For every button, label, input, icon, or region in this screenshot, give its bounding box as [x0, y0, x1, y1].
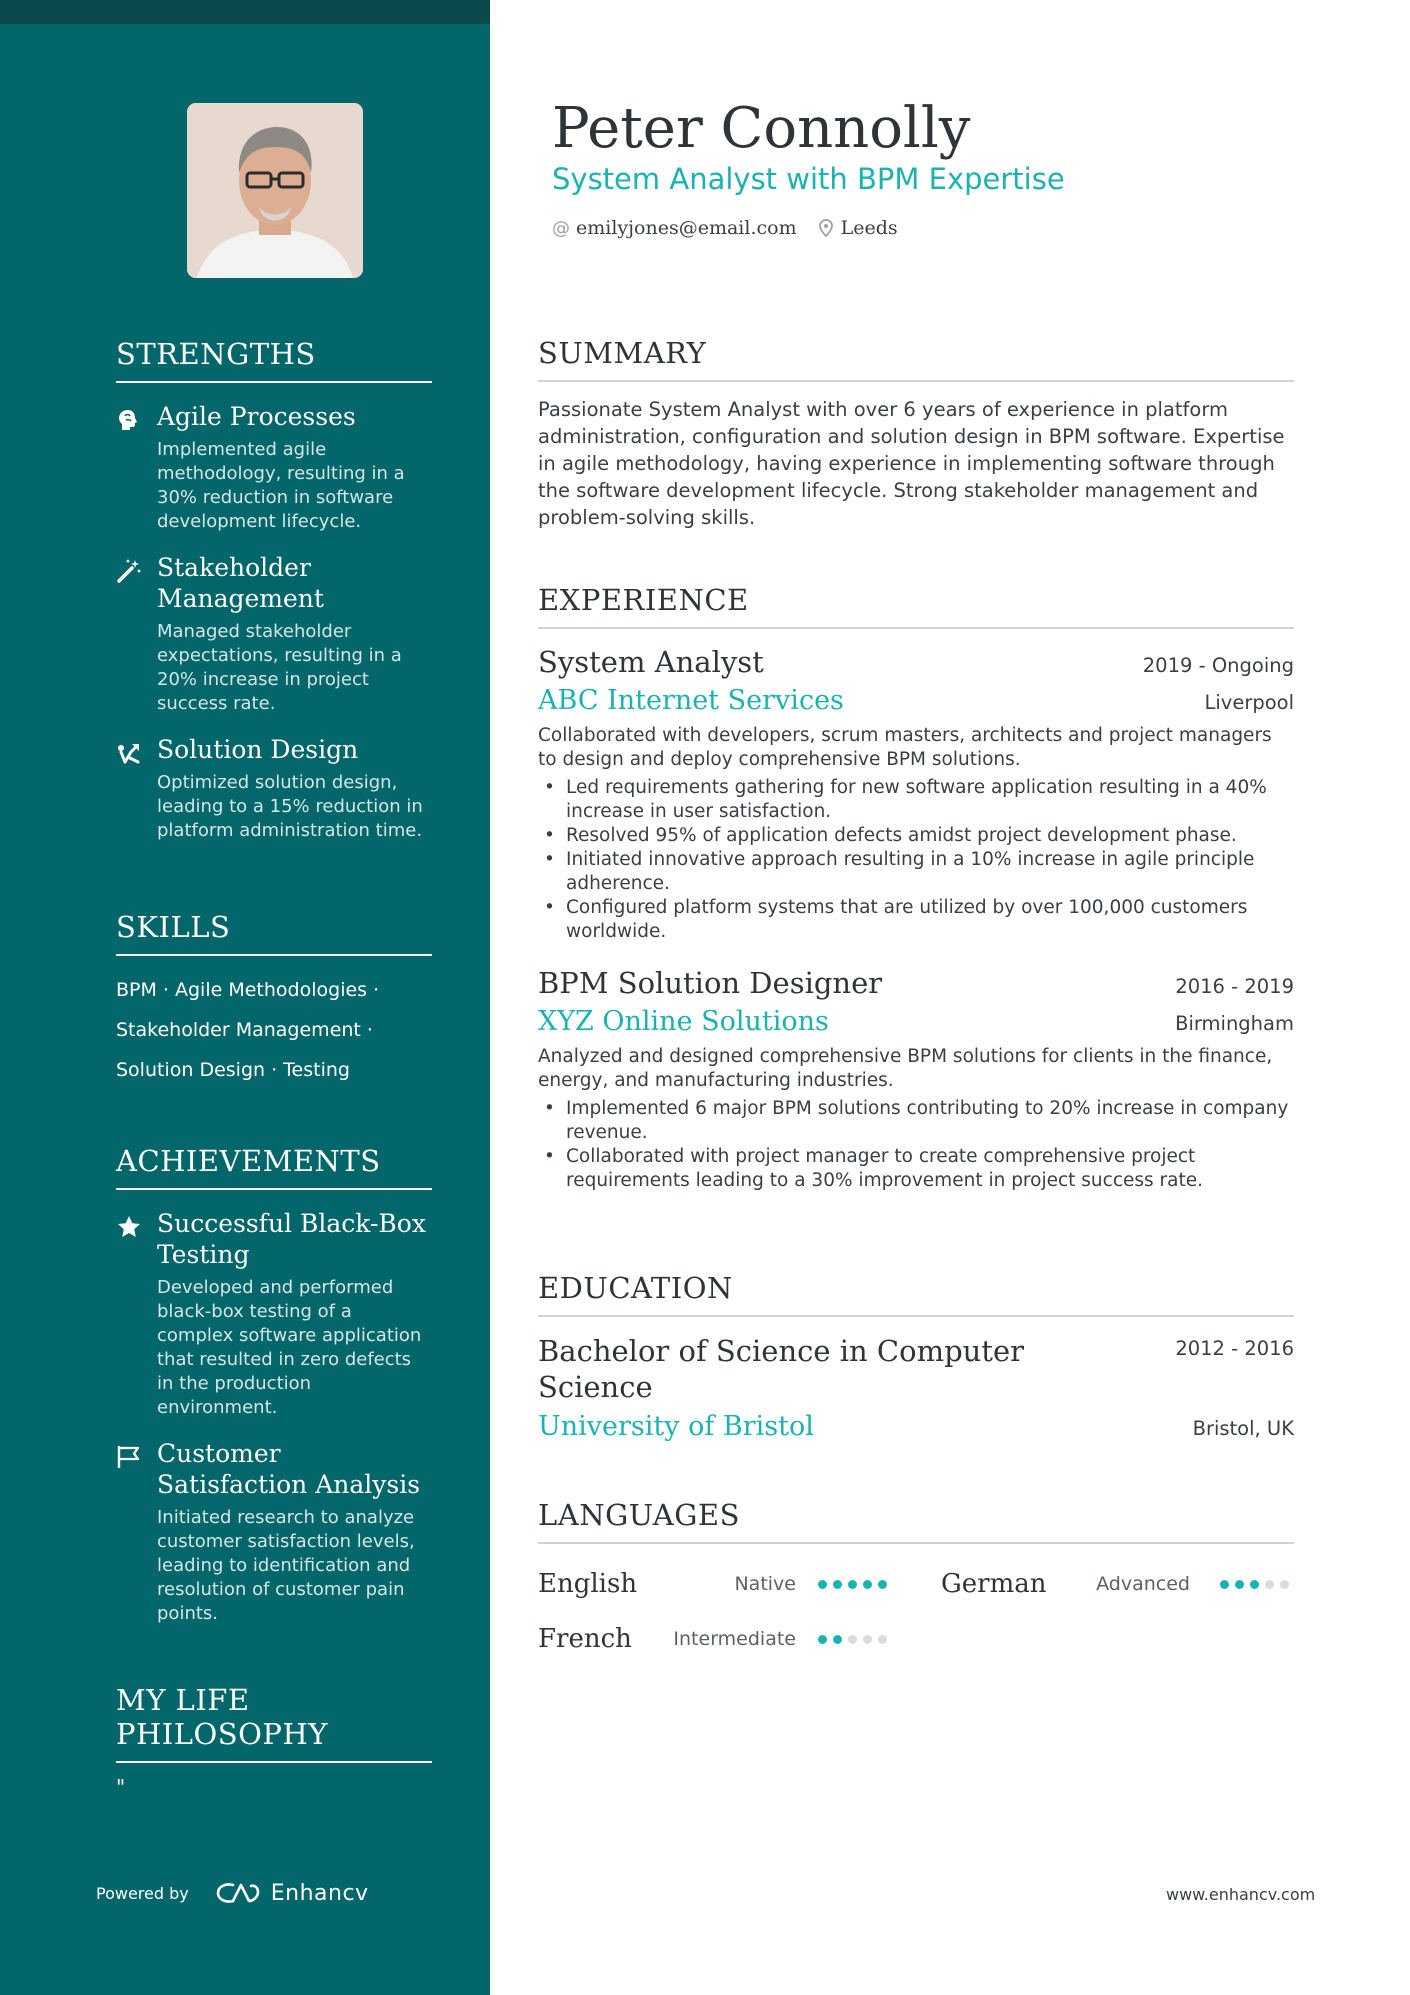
brain-icon — [116, 407, 142, 433]
strength-title: Solution Design — [157, 735, 359, 764]
language-rating — [818, 1635, 893, 1644]
experience-section — [538, 583, 1294, 1193]
rating-dot-empty — [1265, 1580, 1274, 1589]
rating-dot-filled — [863, 1580, 872, 1589]
skills-line: BPM · Agile Methodologies · — [116, 979, 380, 1001]
rating-dot-empty — [863, 1635, 872, 1644]
location-pin-icon — [819, 219, 833, 237]
job-description: Collaborated with developers, scrum masters, architects and project managers to design and deploy comprehensive BPM solutions. — [538, 725, 1272, 770]
contact-row — [552, 217, 920, 239]
rating-dot-filled — [1235, 1580, 1244, 1589]
rating-dot-filled — [833, 1635, 842, 1644]
language-name: German — [941, 1569, 1047, 1599]
philosophy-quote: " — [116, 1775, 126, 1799]
job-bullet: • Configured platform systems that are utilized by over 100,000 customers worldwide. — [538, 896, 1294, 944]
languages-grid — [538, 1554, 1294, 1674]
education-heading: EDUCATION — [538, 1271, 1294, 1317]
achievements-section — [116, 1144, 432, 1626]
rating-dot-filled — [833, 1580, 842, 1589]
rating-dot-filled — [1250, 1580, 1259, 1589]
rating-dot-filled — [878, 1580, 887, 1589]
strength-title: Stakeholder Management — [157, 553, 324, 613]
achievement-description: Initiated research to analyze customer satisfaction levels, leading to identification and resolution of customer pain points. — [157, 1507, 415, 1624]
language-rating — [1220, 1580, 1295, 1589]
rating-dot-empty — [848, 1635, 857, 1644]
philosophy-heading: MY LIFE PHILOSOPHY — [116, 1683, 432, 1763]
strength-description: Optimized solution design, leading to a 15% reduction in platform administration time. — [157, 772, 423, 841]
email-text: emilyjones@email.com — [576, 217, 797, 239]
portrait-illustration — [187, 103, 363, 278]
job-location: Liverpool — [1204, 691, 1294, 714]
job-description: Analyzed and designed comprehensive BPM solutions for clients in the finance, energy, and manufacturing industries. — [538, 1046, 1273, 1091]
education-entry — [538, 1333, 1294, 1442]
job-dates: 2019 - Ongoing — [1142, 654, 1294, 677]
education-section — [538, 1271, 1294, 1442]
rating-dot-empty — [878, 1635, 887, 1644]
skills-heading: SKILLS — [116, 910, 432, 956]
school-location: Bristol, UK — [1192, 1417, 1294, 1440]
language-level: Native — [734, 1573, 796, 1595]
job-company: ABC Internet Services — [538, 685, 844, 716]
contact-email[interactable] — [552, 217, 797, 239]
school-name: University of Bristol — [538, 1411, 814, 1442]
language-name: English — [538, 1569, 638, 1599]
enhancv-logo-icon — [215, 1880, 261, 1906]
rating-dot-filled — [1220, 1580, 1229, 1589]
language-item — [538, 1621, 898, 1657]
achievement-title: Successful Black-Box Testing — [157, 1209, 426, 1269]
language-rating — [818, 1580, 893, 1589]
skills-line: Solution Design · Testing — [116, 1059, 350, 1081]
strength-description: Implemented agile methodology, resulting in a 30% reduction in software development lifecycle. — [157, 439, 405, 532]
job-bullet: • Initiated innovative approach resulting in a 10% increase in agile principle adherence. — [538, 848, 1294, 896]
strength-item — [116, 401, 432, 534]
skills-line: Stakeholder Management · — [116, 1019, 373, 1041]
profile-photo — [187, 103, 363, 278]
achievement-item — [116, 1438, 432, 1626]
job-bullet: • Led requirements gathering for new software application resulting in a 40% increase in user satisfaction. — [538, 776, 1294, 824]
strength-item — [116, 734, 432, 843]
strengths-heading: STRENGTHS — [116, 337, 432, 383]
star-icon — [116, 1214, 142, 1240]
skills-list — [116, 970, 432, 1090]
person-name: Peter Connolly — [552, 96, 971, 161]
footer-url[interactable]: www.enhancv.com — [1166, 1885, 1316, 1904]
route-icon — [116, 740, 142, 766]
experience-heading: EXPERIENCE — [538, 583, 1294, 629]
language-name: French — [538, 1624, 632, 1654]
person-title: System Analyst with BPM Expertise — [552, 162, 1065, 196]
achievements-heading: ACHIEVEMENTS — [116, 1144, 432, 1190]
languages-section — [538, 1498, 1294, 1674]
language-item — [538, 1566, 898, 1602]
rating-dot-filled — [818, 1635, 827, 1644]
language-level: Advanced — [1096, 1573, 1190, 1595]
degree-title: Bachelor of Science in Computer Science — [538, 1334, 1024, 1404]
language-level: Intermediate — [673, 1628, 796, 1650]
job-location: Birmingham — [1175, 1012, 1294, 1035]
job-dates: 2016 - 2019 — [1175, 975, 1294, 998]
magic-wand-icon — [116, 558, 142, 584]
achievement-title: Customer Satisfaction Analysis — [157, 1439, 421, 1499]
summary-text: Passionate System Analyst with over 6 years of experience in platform administration, configuration and solution design in BPM software. Expertise in agile methodology, having experience in implementing software through the software development lifecycle. Strong stakeholder management and problem-solving skills. — [538, 398, 1285, 529]
strength-item — [116, 552, 432, 716]
job-bullets — [538, 1097, 1294, 1193]
job-entry — [538, 645, 1294, 944]
job-bullet: • Implemented 6 major BPM solutions contributing to 20% increase in company revenue. — [538, 1097, 1294, 1145]
job-entry — [538, 966, 1294, 1193]
job-bullets — [538, 776, 1294, 944]
summary-section — [538, 336, 1294, 531]
job-company: XYZ Online Solutions — [538, 1006, 829, 1037]
achievement-item — [116, 1208, 432, 1420]
location-text: Leeds — [840, 217, 898, 239]
skills-section — [116, 910, 432, 1090]
flag-icon — [116, 1444, 142, 1470]
job-bullet: • Resolved 95% of application defects amidst project development phase. — [538, 824, 1294, 848]
rating-dot-filled — [848, 1580, 857, 1589]
summary-heading: SUMMARY — [538, 336, 1294, 382]
rating-dot-empty — [1280, 1580, 1289, 1589]
powered-by-label: Powered by — [96, 1883, 189, 1903]
at-sign-icon: @ — [552, 217, 570, 239]
philosophy-section — [116, 1683, 432, 1799]
strength-description: Managed stakeholder expectations, resulting in a 20% increase in project success rate. — [157, 621, 402, 714]
strength-title: Agile Processes — [157, 402, 356, 431]
job-bullet: • Collaborated with project manager to create comprehensive project requirements leading to a 30% improvement in project success rate. — [538, 1145, 1294, 1193]
languages-heading: LANGUAGES — [538, 1498, 1294, 1544]
sidebar — [0, 0, 490, 1995]
rating-dot-filled — [818, 1580, 827, 1589]
strengths-section — [116, 337, 432, 843]
job-title: BPM Solution Designer — [538, 966, 883, 1000]
language-item — [941, 1566, 1294, 1602]
job-title: System Analyst — [538, 645, 764, 679]
contact-location — [819, 217, 898, 239]
powered-by — [96, 1880, 369, 1906]
enhancv-brand: Enhancv — [270, 1880, 369, 1906]
sidebar-top-strip — [0, 0, 490, 24]
education-dates: 2012 - 2016 — [1175, 1337, 1294, 1360]
achievement-description: Developed and performed black-box testing of a complex software application that resulted in zero defects in the production environment. — [157, 1277, 422, 1418]
